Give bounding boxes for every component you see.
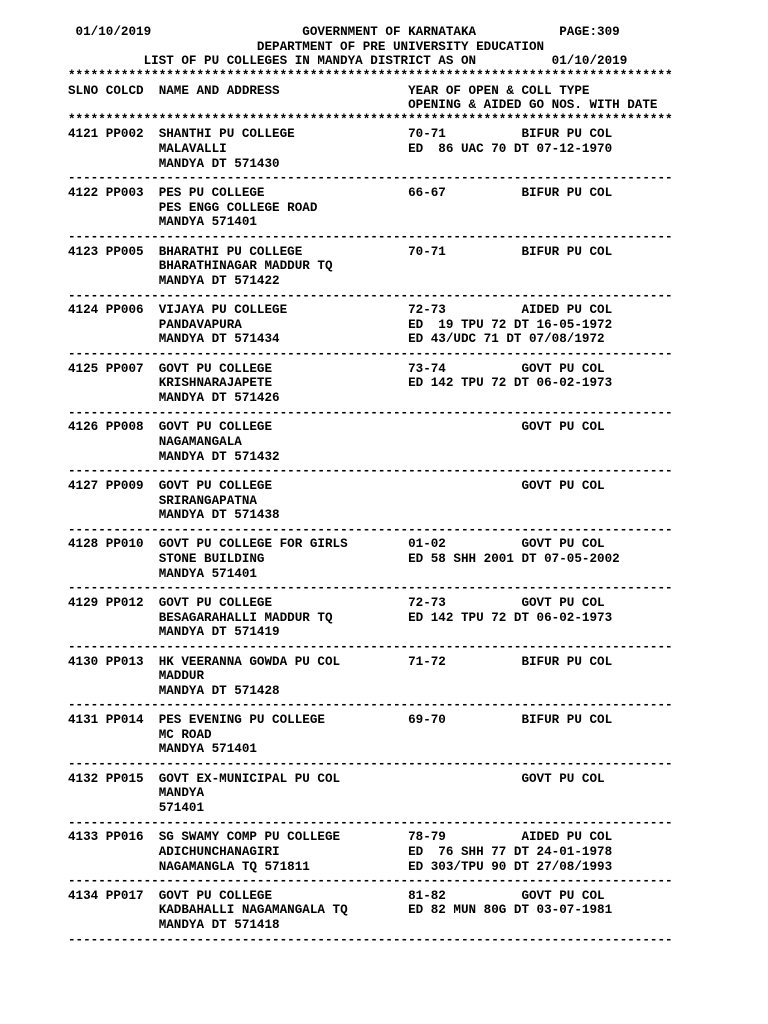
- address-line: BESAGARAHALLI MADDUR TQ: [158, 610, 333, 625]
- college-name: SHANTHI PU COLLEGE: [158, 127, 295, 142]
- record-line: [68, 157, 688, 172]
- college-type: GOVT PU COL: [521, 420, 605, 435]
- college-record: [68, 245, 688, 304]
- record-line: [68, 303, 688, 318]
- separator-line: [68, 640, 688, 655]
- record-line: [68, 655, 688, 670]
- list-title: LIST OF PU COLLEGES IN MANDYA DISTRICT AS ON: [143, 54, 477, 69]
- year-of-opening: 69-70: [408, 713, 446, 728]
- column-heading-slno: SLNO: [68, 83, 99, 98]
- address-line: MANDYA DT 571438: [158, 508, 280, 523]
- college-type: BIFUR PU COL: [521, 244, 613, 259]
- serial-number: 4132: [68, 771, 99, 786]
- address-line: ADICHUNCHANAGIRI: [158, 844, 280, 859]
- address-line: 571401: [158, 800, 205, 815]
- college-type: GOVT PU COL: [521, 888, 605, 903]
- college-code: PP005: [105, 244, 144, 259]
- college-type: BIFUR PU COL: [521, 186, 613, 201]
- address-line: MC ROAD: [158, 727, 212, 742]
- college-name: GOVT PU COLLEGE: [158, 478, 273, 493]
- header-line: [68, 54, 688, 69]
- dash-separator: --------------------------------------------------------------------------------: [68, 581, 673, 596]
- dash-separator: --------------------------------------------------------------------------------: [68, 405, 673, 420]
- record-line: [68, 669, 688, 684]
- college-listing-page: [68, 25, 688, 947]
- separator-line: [68, 757, 688, 772]
- column-heading-opening-go: OPENING & AIDED GO NOS. WITH DATE: [408, 98, 658, 113]
- separator-line: [68, 289, 688, 304]
- serial-number: 4127: [68, 478, 99, 493]
- record-line: [68, 611, 688, 626]
- record-line: [68, 786, 688, 801]
- dash-separator: --------------------------------------------------------------------------------: [68, 229, 673, 244]
- address-line: MALAVALLI: [158, 142, 227, 157]
- record-line: [68, 435, 688, 450]
- serial-number: 4121: [68, 127, 99, 142]
- record-line: [68, 801, 688, 816]
- record-line: [68, 596, 688, 611]
- record-line: [68, 420, 688, 435]
- record-line: [68, 318, 688, 333]
- year-of-opening: 72-73: [408, 303, 446, 318]
- college-code: PP014: [105, 713, 144, 728]
- print-date: 01/10/2019: [75, 25, 152, 39]
- dash-separator: --------------------------------------------------------------------------------: [68, 815, 673, 830]
- year-of-opening: 66-67: [408, 186, 446, 201]
- record-line: [68, 479, 688, 494]
- college-type: GOVT PU COL: [521, 478, 605, 493]
- college-name: GOVT EX-MUNICIPAL PU COL: [158, 771, 341, 786]
- serial-number: 4129: [68, 595, 99, 610]
- separator-line: [68, 171, 688, 186]
- serial-number: 4123: [68, 244, 99, 259]
- college-record: [68, 186, 688, 245]
- address-line: KRISHNARAJAPETE: [158, 376, 273, 391]
- record-line: [68, 391, 688, 406]
- college-type: GOVT PU COL: [521, 771, 605, 786]
- address-line: PANDAVAPURA: [158, 317, 242, 332]
- serial-number: 4130: [68, 654, 99, 669]
- address-line: MANDYA DT 571430: [158, 156, 280, 171]
- dash-separator: --------------------------------------------------------------------------------: [68, 464, 673, 479]
- column-heading-code: COLCD: [105, 83, 144, 98]
- college-record: [68, 127, 688, 186]
- college-record: [68, 713, 688, 772]
- record-line: [68, 830, 688, 845]
- college-type: GOVT PU COL: [521, 537, 605, 552]
- year-of-opening: 73-74: [408, 361, 446, 376]
- record-line: [68, 274, 688, 289]
- separator-line: [68, 581, 688, 596]
- star-separator: ********************************************************************************: [68, 112, 673, 127]
- record-line: [68, 625, 688, 640]
- record-line: [68, 537, 688, 552]
- separator-line: [68, 406, 688, 421]
- college-code: PP008: [105, 420, 144, 435]
- address-line: STONE BUILDING: [158, 552, 265, 567]
- college-record: [68, 889, 688, 948]
- go-order: ED 142 TPU 72 DT 06-02-1973: [408, 610, 613, 625]
- serial-number: 4126: [68, 420, 99, 435]
- college-name: SG SWAMY COMP PU COLLEGE: [158, 830, 341, 845]
- year-of-opening: 71-72: [408, 654, 446, 669]
- address-line: MANDYA DT 571422: [158, 273, 280, 288]
- separator-line: [68, 347, 688, 362]
- record-line: [68, 332, 688, 347]
- record-line: [68, 889, 688, 904]
- college-name: PES PU COLLEGE: [158, 186, 265, 201]
- college-name: HK VEERANNA GOWDA PU COL: [158, 654, 341, 669]
- header-line: [68, 25, 688, 40]
- record-line: [68, 142, 688, 157]
- record-line: [68, 362, 688, 377]
- serial-number: 4125: [68, 361, 99, 376]
- record-line: [68, 918, 688, 933]
- college-code: PP012: [105, 595, 144, 610]
- serial-number: 4134: [68, 888, 99, 903]
- college-type: AIDED PU COL: [521, 303, 613, 318]
- record-line: [68, 684, 688, 699]
- separator-line: [68, 69, 688, 84]
- dash-separator: --------------------------------------------------------------------------------: [68, 171, 673, 186]
- address-line: MANDYA DT 571432: [158, 449, 280, 464]
- record-line: [68, 201, 688, 216]
- dash-separator: --------------------------------------------------------------------------------: [68, 698, 673, 713]
- college-code: PP010: [105, 537, 144, 552]
- college-code: PP013: [105, 654, 144, 669]
- year-of-opening: 78-79: [408, 830, 446, 845]
- record-line: [68, 215, 688, 230]
- college-code: PP006: [105, 303, 144, 318]
- college-code: PP003: [105, 186, 144, 201]
- separator-line: [68, 874, 688, 889]
- college-name: GOVT PU COLLEGE: [158, 420, 273, 435]
- college-record: [68, 479, 688, 538]
- separator-line: [68, 698, 688, 713]
- address-line: MANDYA 571401: [158, 566, 257, 581]
- serial-number: 4124: [68, 303, 99, 318]
- column-heading-year-type: YEAR OF OPEN & COLL TYPE: [408, 83, 590, 98]
- go-order: ED 142 TPU 72 DT 06-02-1973: [408, 376, 613, 391]
- column-heading-line: [68, 98, 688, 113]
- college-name: GOVT PU COLLEGE FOR GIRLS: [158, 537, 348, 552]
- separator-line: [68, 523, 688, 538]
- year-of-opening: 81-82: [408, 888, 446, 903]
- serial-number: 4131: [68, 713, 99, 728]
- address-line: NAGAMANGLA TQ 571811: [158, 859, 310, 874]
- record-line: [68, 127, 688, 142]
- address-line: MANDYA DT 571419: [158, 625, 280, 640]
- dash-separator: --------------------------------------------------------------------------------: [68, 639, 673, 654]
- address-line: MANDYA: [158, 786, 205, 801]
- college-record: [68, 655, 688, 714]
- address-line: MANDYA DT 571418: [158, 918, 280, 933]
- page-number: PAGE:309: [559, 25, 620, 39]
- college-record: [68, 830, 688, 889]
- record-line: [68, 728, 688, 743]
- college-name: GOVT PU COLLEGE: [158, 361, 273, 376]
- college-name: BHARATHI PU COLLEGE: [158, 244, 303, 259]
- separator-line: [68, 230, 688, 245]
- column-heading-line: [68, 84, 688, 99]
- college-type: GOVT PU COL: [521, 361, 605, 376]
- go-order: ED 76 SHH 77 DT 24-01-1978: [408, 844, 613, 859]
- college-type: GOVT PU COL: [521, 595, 605, 610]
- separator-line: [68, 464, 688, 479]
- record-line: [68, 376, 688, 391]
- college-type: BIFUR PU COL: [521, 127, 613, 142]
- separator-line: [68, 816, 688, 831]
- record-line: [68, 742, 688, 757]
- address-line: PES ENGG COLLEGE ROAD: [158, 200, 318, 215]
- college-type: AIDED PU COL: [521, 830, 613, 845]
- record-line: [68, 772, 688, 787]
- college-code: PP009: [105, 478, 144, 493]
- address-line: KADBAHALLI NAGAMANGALA TQ: [158, 903, 348, 918]
- record-line: [68, 903, 688, 918]
- record-line: [68, 845, 688, 860]
- government-title: GOVERNMENT OF KARNATAKA: [302, 25, 477, 39]
- as-on-date: 01/10/2019: [551, 54, 628, 69]
- serial-number: 4128: [68, 537, 99, 552]
- go-order: ED 19 TPU 72 DT 16-05-1972: [408, 317, 613, 332]
- address-line: BHARATHINAGAR MADDUR TQ: [158, 259, 333, 274]
- college-code: PP016: [105, 830, 144, 845]
- college-record: [68, 420, 688, 479]
- college-record: [68, 303, 688, 362]
- record-line: [68, 494, 688, 509]
- address-line: NAGAMANGALA: [158, 434, 242, 449]
- dash-separator: --------------------------------------------------------------------------------: [68, 757, 673, 772]
- column-heading-name-address: NAME AND ADDRESS: [158, 83, 280, 98]
- college-code: PP007: [105, 361, 144, 376]
- college-type: BIFUR PU COL: [521, 713, 613, 728]
- dash-separator: --------------------------------------------------------------------------------: [68, 288, 673, 303]
- go-order: ED 86 UAC 70 DT 07-12-1970: [408, 142, 613, 157]
- address-line: MANDYA 571401: [158, 742, 257, 757]
- college-code: PP002: [105, 127, 144, 142]
- record-line: [68, 508, 688, 523]
- college-name: GOVT PU COLLEGE: [158, 595, 273, 610]
- serial-number: 4133: [68, 830, 99, 845]
- college-record: [68, 596, 688, 655]
- separator-line: [68, 113, 688, 128]
- address-line: MADDUR: [158, 669, 205, 684]
- go-order: ED 303/TPU 90 DT 27/08/1993: [408, 859, 613, 874]
- separator-line: [68, 933, 688, 948]
- year-of-opening: 70-71: [408, 127, 446, 142]
- address-line: MANDYA 571401: [158, 215, 257, 230]
- go-order: ED 82 MUN 80G DT 03-07-1981: [408, 903, 613, 918]
- go-order: ED 43/UDC 71 DT 07/08/1972: [408, 332, 605, 347]
- college-name: GOVT PU COLLEGE: [158, 888, 273, 903]
- dash-separator: --------------------------------------------------------------------------------: [68, 347, 673, 362]
- dash-separator: --------------------------------------------------------------------------------: [68, 522, 673, 537]
- address-line: MANDYA DT 571428: [158, 683, 280, 698]
- record-line: [68, 450, 688, 465]
- dash-separator: --------------------------------------------------------------------------------: [68, 874, 673, 889]
- go-order: ED 58 SHH 2001 DT 07-05-2002: [408, 552, 620, 567]
- college-code: PP015: [105, 771, 144, 786]
- header-line: [68, 40, 688, 55]
- year-of-opening: 01-02: [408, 537, 446, 552]
- address-line: MANDYA DT 571426: [158, 391, 280, 406]
- serial-number: 4122: [68, 186, 99, 201]
- dash-separator: --------------------------------------------------------------------------------: [68, 932, 673, 947]
- star-separator: ********************************************************************************: [68, 68, 673, 83]
- college-name: VIJAYA PU COLLEGE: [158, 303, 288, 318]
- college-record: [68, 362, 688, 421]
- record-line: [68, 186, 688, 201]
- college-record: [68, 772, 688, 831]
- record-line: [68, 552, 688, 567]
- year-of-opening: 70-71: [408, 244, 446, 259]
- year-of-opening: 72-73: [408, 595, 446, 610]
- record-line: [68, 259, 688, 274]
- record-line: [68, 713, 688, 728]
- address-line: SRIRANGAPATNA: [158, 493, 257, 508]
- record-line: [68, 567, 688, 582]
- college-record: [68, 537, 688, 596]
- college-type: BIFUR PU COL: [521, 654, 613, 669]
- address-line: MANDYA DT 571434: [158, 332, 280, 347]
- record-line: [68, 860, 688, 875]
- college-code: PP017: [105, 888, 144, 903]
- department-title: DEPARTMENT OF PRE UNIVERSITY EDUCATION: [256, 39, 545, 54]
- record-line: [68, 245, 688, 260]
- college-name: PES EVENING PU COLLEGE: [158, 713, 325, 728]
